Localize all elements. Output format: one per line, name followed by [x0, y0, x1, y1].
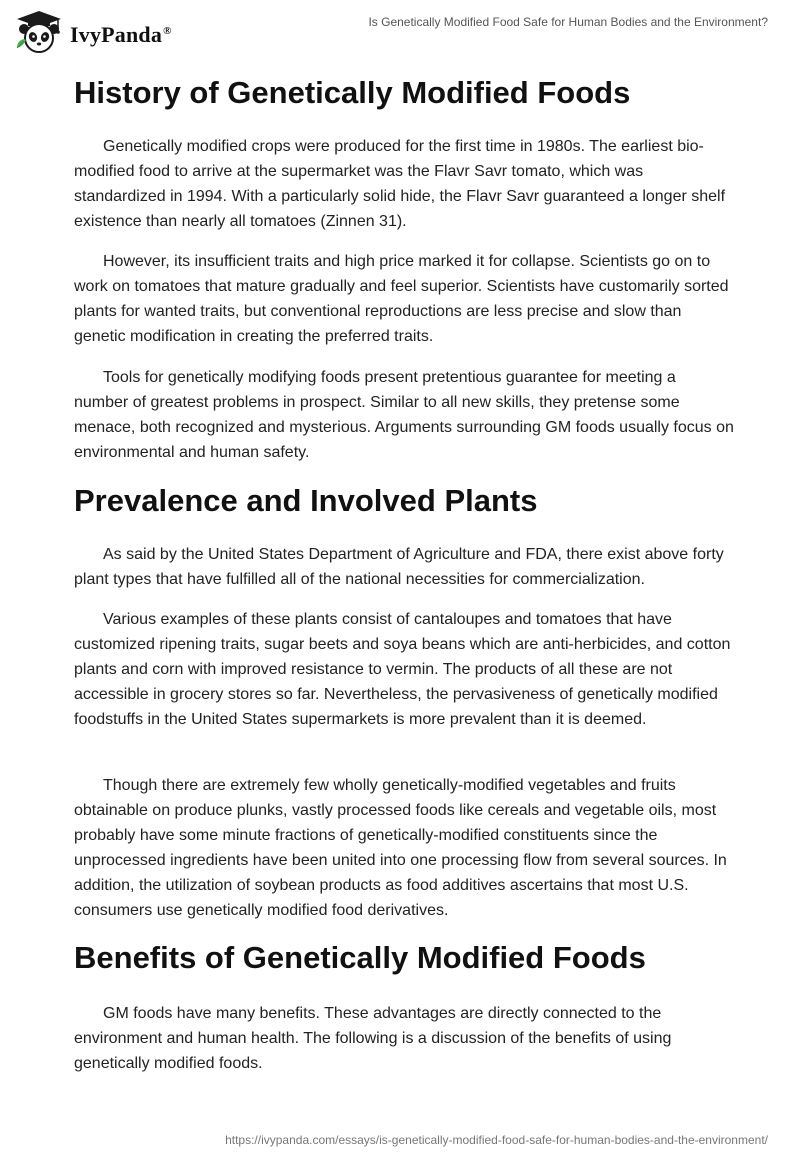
source-url-link[interactable]: https://ivypanda.com/essays/is-genetically-modified-food-safe-for-human-bodies-and-the-environment/: [225, 1133, 768, 1147]
document-title: Is Genetically Modified Food Safe for Human Bodies and the Environment?: [368, 15, 768, 29]
paragraph: GM foods have many benefits. These advantages are directly connected to the environment and human health. The following is a discussion of the benefits of using genetically modified foods.: [74, 1005, 672, 1072]
paragraph: However, its insufficient traits and high price marked it for collapse. Scientists go on to work on tomatoes that mature gradually and feel superior. Scientists have customarily sorted plants for wanted traits, but conventional reproductions are less precise and slow than genetic modification in creating the preferred traits.: [74, 253, 729, 345]
paragraph: As said by the United States Department of Agriculture and FDA, there exist above forty plant types that have fulfilled all of the national necessities for commercialization.: [74, 546, 724, 588]
paragraph: Tools for genetically modifying foods present pretentious guarantee for meeting a number of greatest problems in prospect. Similar to all new skills, they pretense some menace, both recognized and mysterious. Arguments surrounding GM foods usually focus on environmental and human safety.: [74, 369, 734, 461]
page-header: [0, 0, 800, 60]
section-heading-benefits: Benefits of Genetically Modified Foods: [74, 940, 646, 975]
section-heading-history: History of Genetically Modified Foods: [74, 75, 631, 110]
paragraph: Though there are extremely few wholly genetically-modified vegetables and fruits obtainable on produce plunks, vastly processed foods like cereals and vegetable oils, most probably have some minute fractions of genetically-modified constituents since the unprocessed ingredients have been united into one processing flow from several sources. In addition, the utilization of soybean products as food additives ascertains that most U.S. consumers use genetically modified food derivatives.: [74, 777, 727, 919]
section-heading-prevalence: Prevalence and Involved Plants: [74, 483, 538, 518]
ivypanda-logo[interactable]: [14, 10, 172, 56]
registered-mark: ®: [163, 24, 172, 37]
panda-graduate-icon: [14, 10, 64, 56]
paragraph: Genetically modified crops were produced for the first time in 1980s. The earliest bio-modified food to arrive at the supermarket was the Flavr Savr tomato, which was standardized in 1994. With a particularly solid hide, the Flavr Savr guaranteed a longer shelf existence than nearly all tomatoes (Zinnen 31).: [74, 138, 726, 230]
brand-name: [70, 22, 172, 48]
paragraph: Various examples of these plants consist of cantaloupes and tomatoes that have customized ripening traits, sugar beets and soya beans which are anti-herbicides, and cotton plants and corn with improved resistance to vermin. The products of all these are not accessible in grocery stores so far. Nevertheless, the pervasiveness of genetically modified foodstuffs in the United States supermarkets is more prevalent than it is deemed.: [74, 611, 731, 728]
brand-label: IvyPanda: [70, 22, 163, 47]
